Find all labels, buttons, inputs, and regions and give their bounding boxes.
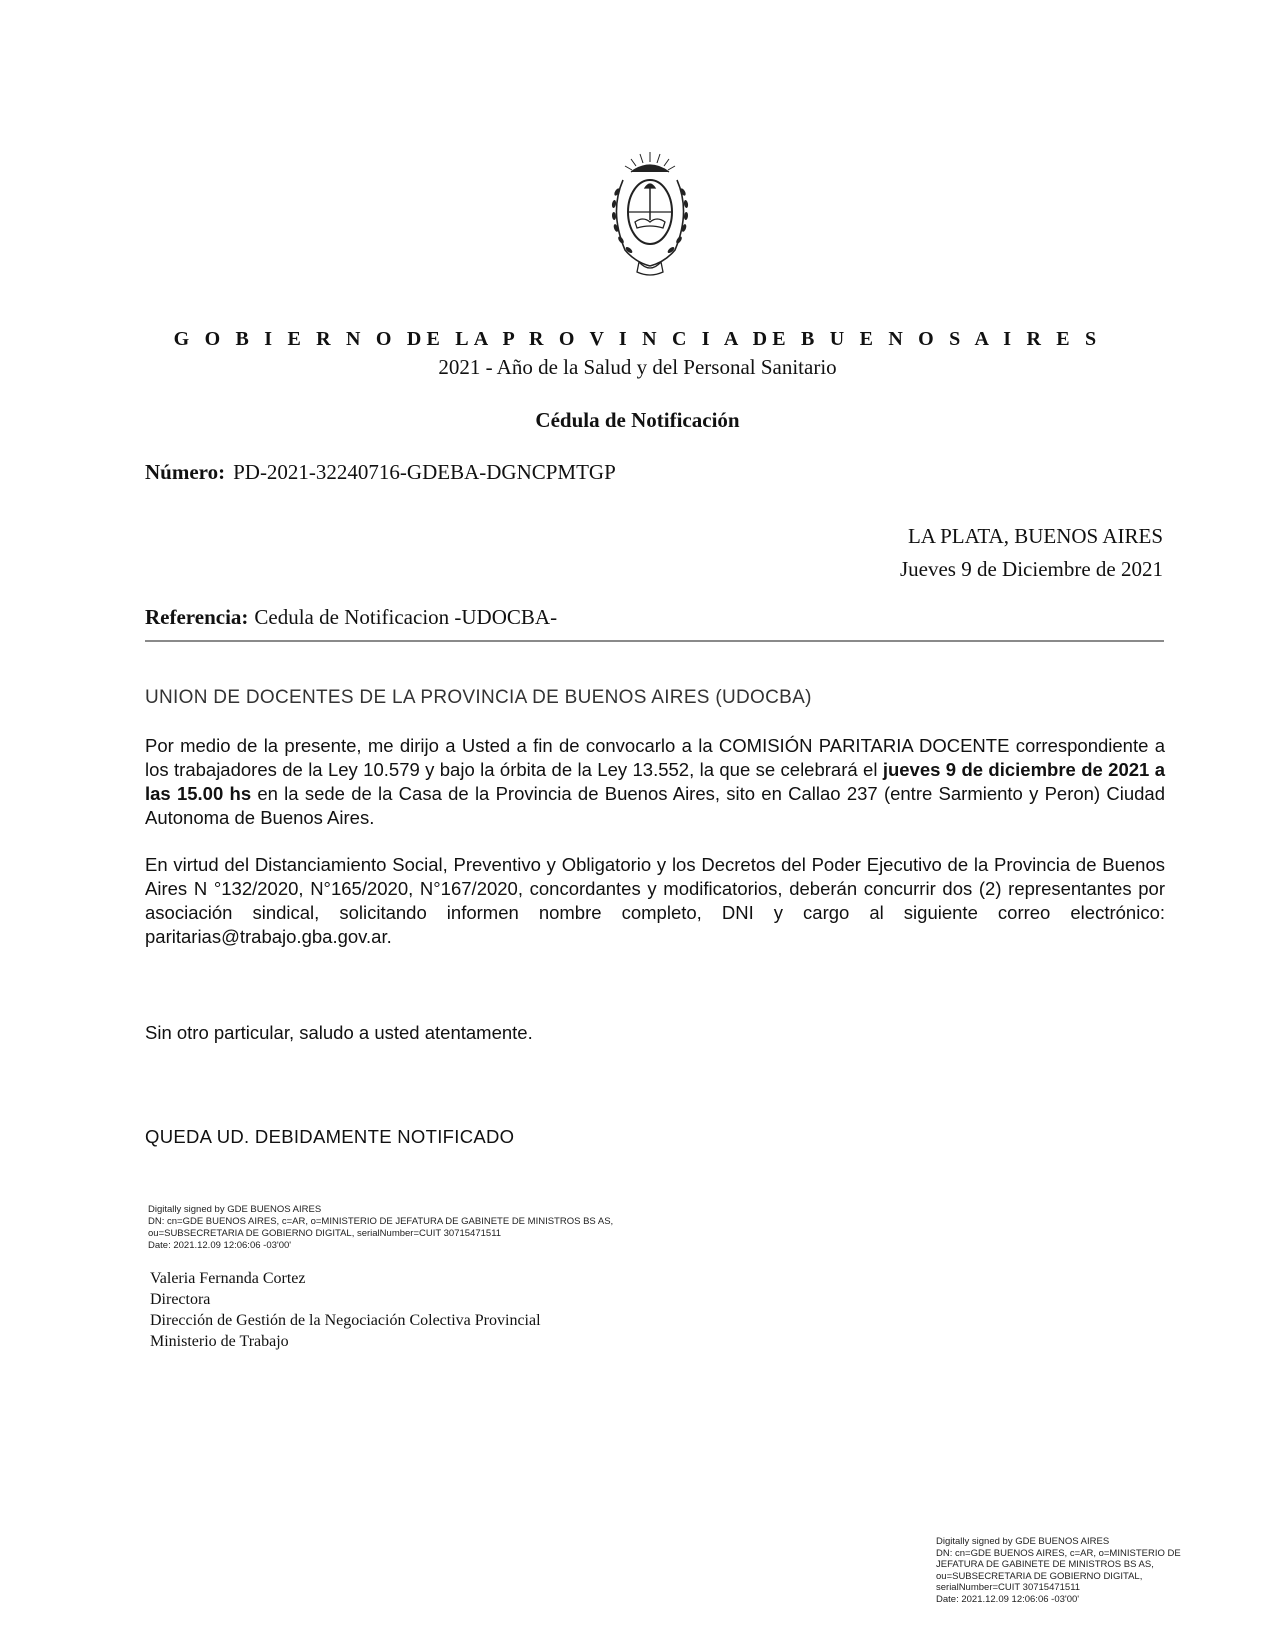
footer-signature-line: DN: cn=GDE BUENOS AIRES, c=AR, o=MINISTERIO DE [936,1547,1181,1559]
signer-ministry: Ministerio de Trabajo [150,1333,289,1350]
reference-label: Referencia: [145,605,249,629]
government-heading: G O B I E R N O DE LA P R O V I N C I A DE B U E N O S A I R E S [173,328,1102,350]
place: LA PLATA, BUENOS AIRES [907,524,1163,548]
document-title: Cédula de Notificación [535,408,740,432]
paragraph-attendance: En virtud del Distanciamiento Social, Preventivo y Obligatorio y los Decretos del Poder Ejecutivo de la Provincia de Buenos Aires N °132/2020, N°165/2020, N°167/2020, concordantes y modificatorios, deberán concurrir dos (2) representantes por asociación sindical, solicitando informen nombre completo, DNI y cargo al siguiente correo electrónico: paritarias@trabajo.gba.gov.ar. [145,854,1165,947]
signer-role: Directora [150,1291,211,1308]
paragraph-convocation-start: Por medio de la presente, me dirijo a Usted a fin de convocarlo a la COMISIÓN PARITARIA DOCENTE correspondiente a los trabajadores de la Ley 10.579 y bajo la órbita de la Ley 13.552, la que se celebrará el [145,735,1165,780]
reference [145,605,557,630]
closing-line: Sin otro particular, saludo a usted atentamente. [145,1022,533,1043]
document-number-label: Número: [145,460,226,484]
digital-signature-line: ou=SUBSECRETARIA DE GOBIERNO DIGITAL, serialNumber=CUIT 30715471511 [148,1228,502,1239]
paragraph-convocation [145,734,1165,830]
date: Jueves 9 de Diciembre de 2021 [899,557,1163,581]
digital-signature-line: Date: 2021.12.09 12:06:06 -03'00' [148,1240,292,1251]
footer-signature-line: JEFATURA DE GABINETE DE MINISTROS BS AS, [936,1559,1154,1570]
document-number [145,460,616,485]
year-motto: 2021 - Año de la Salud y del Personal Sanitario [438,355,837,379]
signer-block [150,1268,541,1352]
notified-statement: QUEDA UD. DEBIDAMENTE NOTIFICADO [145,1126,515,1147]
paragraph-convocation-end: en la sede de la Casa de la Provincia de Buenos Aires, sito en Callao 237 (entre Sarmiento y Peron) Ciudad Autonoma de Buenos Aires. [145,783,1165,828]
footer-digital-signature [936,1536,1226,1605]
footer-signature-line: serialNumber=CUIT 30715471511 [936,1582,1081,1593]
signer-name: Valeria Fernanda Cortez [150,1270,306,1287]
digital-signature-line: Digitally signed by GDE BUENOS AIRES [148,1204,322,1215]
addressee: UNION DE DOCENTES DE LA PROVINCIA DE BUENOS AIRES (UDOCBA) [145,687,812,708]
footer-signature-line: Digitally signed by GDE BUENOS AIRES [936,1536,1110,1547]
digital-signature-line: DN: cn=GDE BUENOS AIRES, c=AR, o=MINISTERIO DE JEFATURA DE GABINETE DE MINISTROS BS AS, [148,1216,614,1227]
meeting-date-time: jueves 9 de diciembre de 2021 a las 15.00 hs [145,759,1165,804]
digital-signature-block [148,1204,613,1252]
signer-office: Dirección de Gestión de la Negociación Colectiva Provincial [150,1312,541,1329]
reference-value: Cedula de Notificacion -UDOCBA- [254,605,558,629]
footer-signature-line: Date: 2021.12.09 12:06:06 -03'00' [936,1593,1080,1605]
document-number-value: PD-2021-32240716-GDEBA-DGNCPMTGP [233,460,616,484]
footer-signature-line: ou=SUBSECRETARIA DE GOBIERNO DIGITAL, [936,1570,1143,1582]
province-coat-of-arms-seal [603,150,697,280]
divider [145,640,1164,642]
place-and-date [900,520,1163,586]
